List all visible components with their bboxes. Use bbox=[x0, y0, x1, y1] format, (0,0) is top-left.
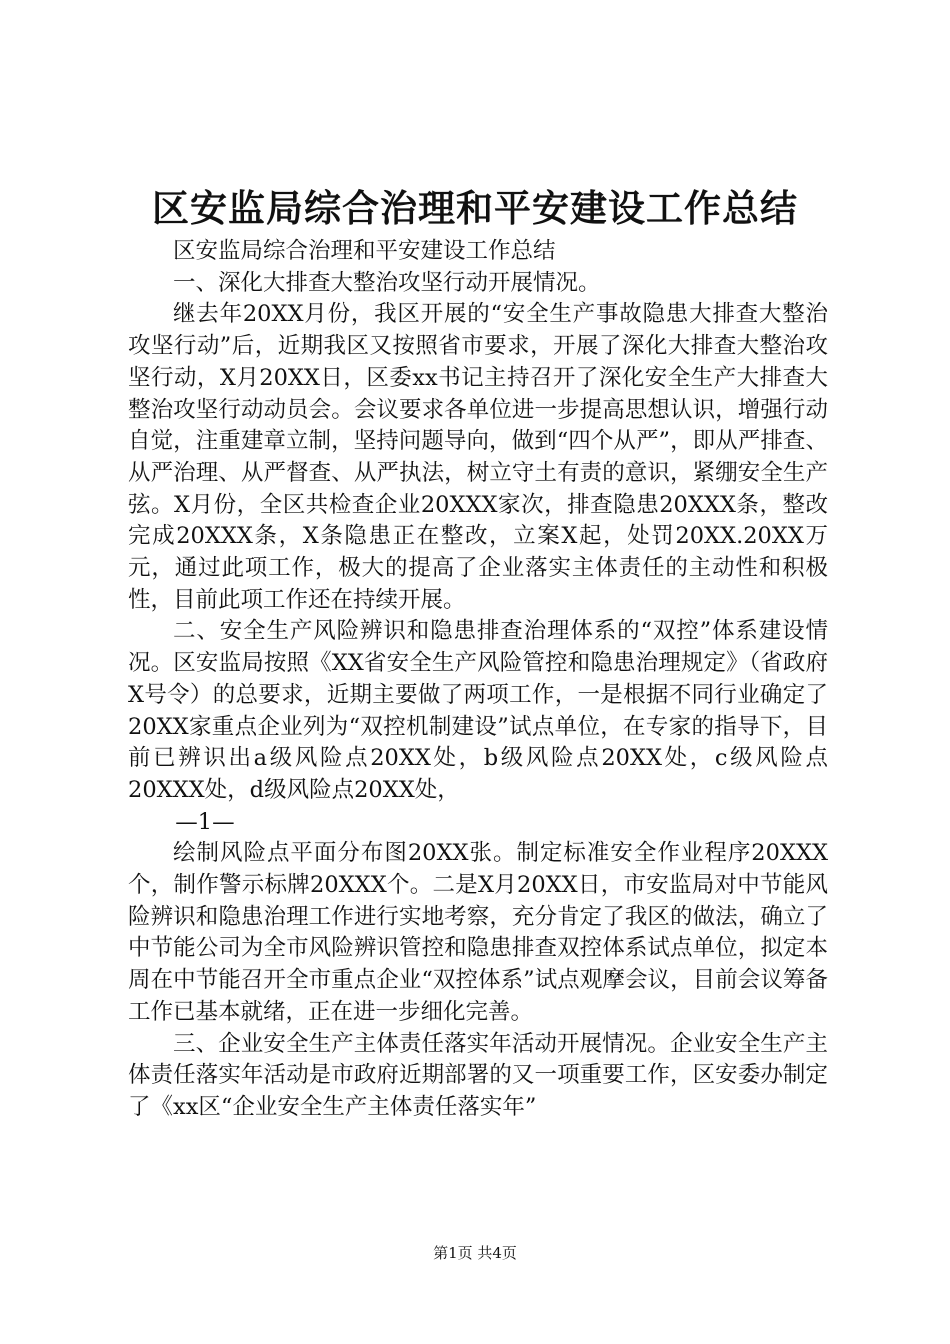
body-paragraph: 二、安全生产风险辨识和隐患排查治理体系的“双控”体系建设情况。区安监局按照《XX省安全生产风险管控和隐患治理规定》（省政府X号令）的总要求，近期主要做了两项工作，一是根据不同行业确定了20XX家重点企业列为“双控机制建设”试点单位，在专家的指导下，目前已辨识出a级风险点20XX处，b级风险点20XX处，c级风险点20XXX处，d级风险点20XX处， bbox=[128, 618, 828, 803]
document-title: 区安监局综合治理和平安建设工作总结 bbox=[152, 186, 798, 230]
body-paragraph: 三、企业安全生产主体责任落实年活动开展情况。企业安全生产主体责任落实年活动是市政府近期部署的又一项重要工作，区安委办制定了《xx区“企业安全生产主体责任落实年” bbox=[128, 1030, 828, 1120]
section-heading-1: 一、深化大排查大整治攻坚行动开展情况。 bbox=[173, 269, 601, 296]
body-paragraph: 绘制风险点平面分布图20XX张。制定标准安全作业程序20XXX个，制作警示标牌20XXX个。二是X月20XX日，市安监局对中节能风险辨识和隐患治理工作进行实地考察，充分肯定了我区的做法，确立了中节能公司为全市风险辨识管控和隐患排查双控体系试点单位，拟定本周在中节能召开全市重点企业“双控体系”试点观摩会议，目前会议筹备工作已基本就绪，正在进一步细化完善。 bbox=[128, 840, 828, 1025]
page-footer: 第1页 共4页 bbox=[433, 1244, 517, 1262]
body-paragraph: 继去年20XX月份，我区开展的“安全生产事故隐患大排查大整治攻坚行动”后，近期我区又按照省市要求，开展了深化大排查大整治攻坚行动，X月20XX日，区委xx书记主持召开了深化安全生产大排查大整治攻坚行动动员会。会议要求各单位进一步提高思想认识，增强行动自觉，注重建章立制，坚持问题导向，做到“四个从严”，即从严排查、从严治理、从严督查、从严执法，树立守土有责的意识，紧绷安全生产弦。X月份，全区共检查企业20XXX家次，排查隐患20XXX条，整改完成20XXX条，X条隐患正在整改，立案X起，处罚20XX.20XX万元，通过此项工作，极大的提高了企业落实主体责任的主动性和积极性，目前此项工作还在持续开展。 bbox=[128, 301, 828, 613]
subtitle-paragraph: 区安监局综合治理和平安建设工作总结 bbox=[173, 238, 556, 264]
document-body bbox=[128, 236, 828, 1124]
inline-page-number: —1— bbox=[175, 808, 235, 835]
